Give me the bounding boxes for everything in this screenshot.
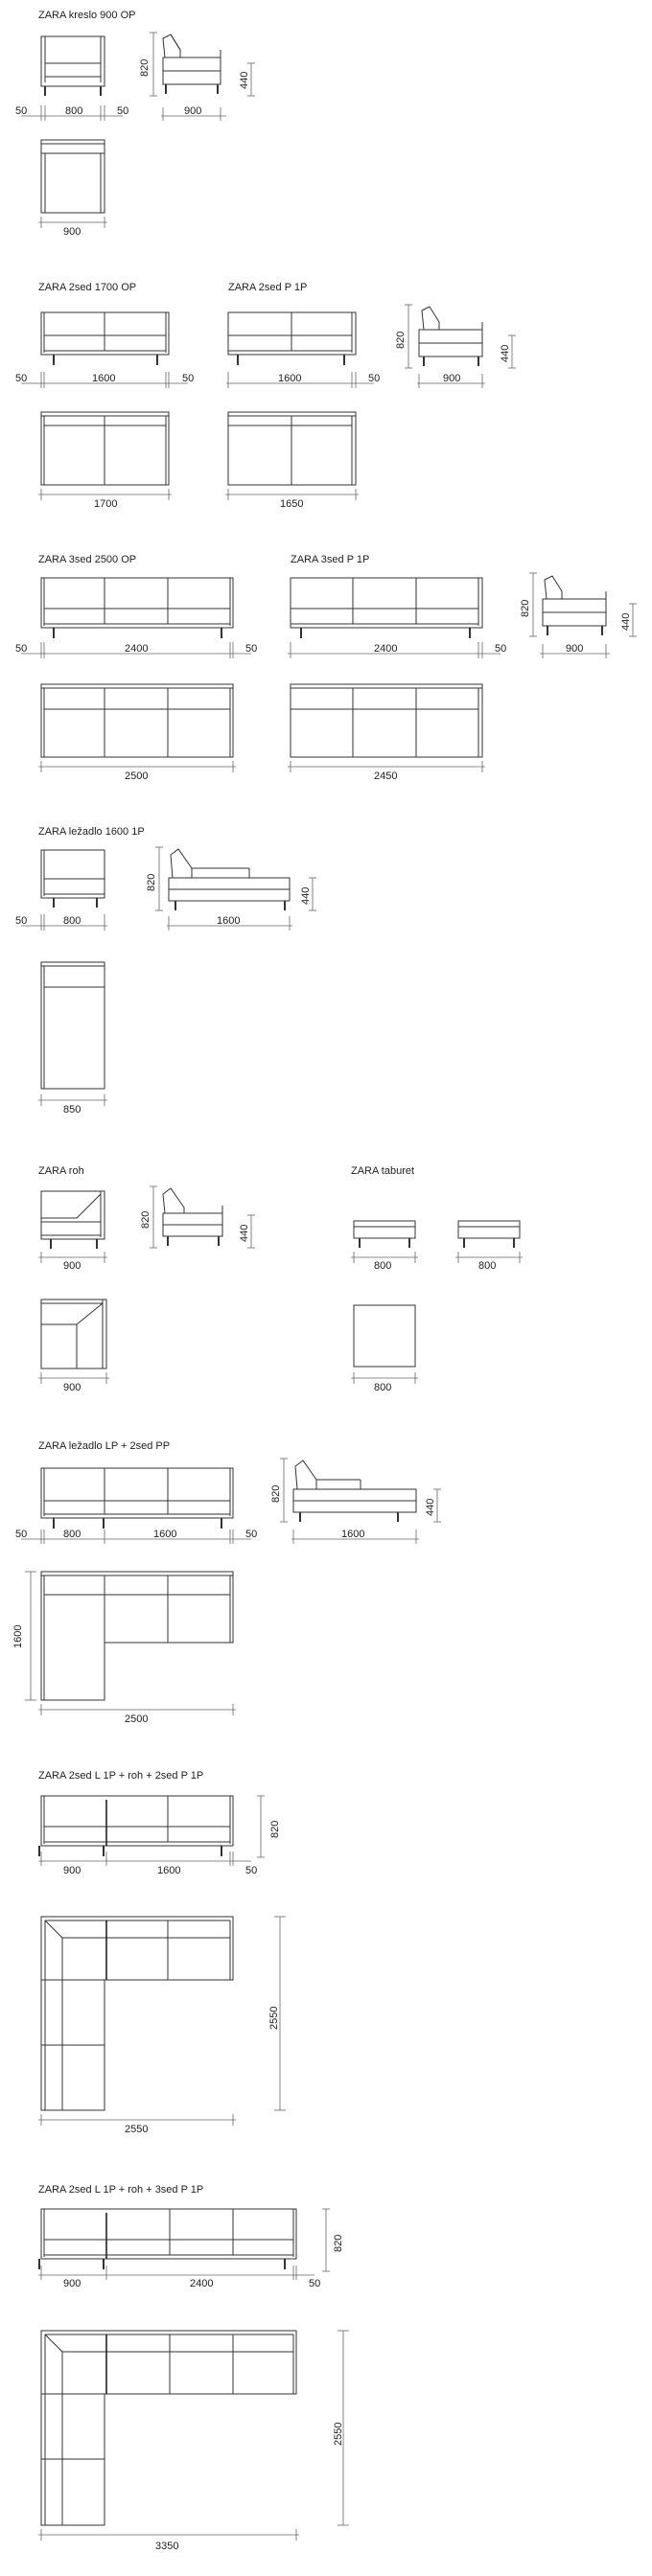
dim-900: 900 bbox=[63, 1865, 82, 1876]
dim-440: 440 bbox=[239, 1224, 250, 1242]
dim-2450: 2450 bbox=[374, 770, 398, 782]
dim-1650: 1650 bbox=[280, 498, 304, 510]
title-2sed-op: ZARA 2sed 1700 OP bbox=[38, 282, 137, 293]
lezadlo-combo-front bbox=[15, 1468, 257, 1544]
dim-1600: 1600 bbox=[217, 915, 241, 927]
dim-900: 900 bbox=[63, 2278, 82, 2289]
lezadlo-side bbox=[146, 847, 316, 931]
3sed-p-front bbox=[291, 578, 482, 638]
dim-2550-bottom: 2550 bbox=[125, 2124, 149, 2135]
lezadlo-combo-side bbox=[270, 1459, 441, 1544]
title-lezadlo: ZARA ležadlo 1600 1P bbox=[38, 826, 145, 838]
2sed-op-dims bbox=[15, 372, 194, 388]
dim-50-right: 50 bbox=[245, 1529, 258, 1540]
section-combo-2sed bbox=[38, 1770, 286, 2135]
dim-820: 820 bbox=[269, 1820, 281, 1838]
kreslo-front-view bbox=[41, 36, 105, 96]
dim-800: 800 bbox=[63, 915, 82, 927]
dim-2550-side: 2550 bbox=[333, 2422, 344, 2446]
dim-900-top: 900 bbox=[63, 1382, 82, 1393]
dim-2500: 2500 bbox=[125, 1714, 149, 1725]
lezadlo-combo-top bbox=[12, 1572, 236, 1725]
title-lezadlo-combo: ZARA ležadlo LP + 2sed PP bbox=[38, 1440, 171, 1452]
title-3sed-op: ZARA 3sed 2500 OP bbox=[38, 554, 137, 565]
lezadlo-top bbox=[38, 962, 107, 1116]
combo2-front bbox=[38, 1796, 281, 1876]
dim-2500: 2500 bbox=[125, 770, 149, 782]
kreslo-width-dims bbox=[15, 105, 128, 121]
section-lezadlo bbox=[15, 826, 316, 1116]
title-roh: ZARA roh bbox=[38, 1165, 84, 1177]
3sed-op-top bbox=[38, 684, 236, 782]
dim-800-top: 800 bbox=[374, 1382, 392, 1393]
dim-2400: 2400 bbox=[125, 643, 149, 655]
dim-850: 850 bbox=[63, 1104, 82, 1116]
dim-50-c: 50 bbox=[495, 643, 507, 655]
dim-50-left: 50 bbox=[15, 1529, 28, 1540]
dim-50-right: 50 bbox=[117, 105, 129, 117]
dim-820: 820 bbox=[270, 1484, 282, 1503]
dim-1600-left: 1600 bbox=[12, 1624, 24, 1648]
3sed-side-view bbox=[520, 573, 637, 658]
title-kreslo: ZARA kreslo 900 OP bbox=[38, 10, 136, 21]
dim-900-top: 900 bbox=[63, 226, 82, 238]
dim-900: 900 bbox=[63, 1260, 82, 1272]
2sed-op-front bbox=[41, 312, 169, 365]
dim-440: 440 bbox=[425, 1498, 436, 1516]
2sed-op-top bbox=[38, 412, 172, 510]
dim-50-left: 50 bbox=[15, 643, 28, 655]
roh-front bbox=[38, 1191, 107, 1272]
taburet-front-a bbox=[351, 1221, 418, 1272]
lezadlo-front bbox=[15, 850, 107, 931]
dim-1600-b: 1600 bbox=[278, 373, 302, 384]
dim-820: 820 bbox=[140, 1210, 151, 1229]
dim-50: 50 bbox=[245, 1865, 258, 1876]
dim-900: 900 bbox=[443, 373, 461, 384]
dim-1600: 1600 bbox=[153, 1529, 177, 1540]
dim-3350: 3350 bbox=[155, 2541, 179, 2552]
roh-side bbox=[140, 1186, 255, 1248]
kreslo-side-view bbox=[139, 33, 255, 121]
section-2sed bbox=[15, 282, 516, 510]
combo2-top bbox=[38, 1917, 286, 2135]
dim-820: 820 bbox=[139, 58, 151, 77]
2sed-side-view bbox=[395, 305, 516, 388]
dim-2400: 2400 bbox=[190, 2278, 214, 2289]
dim-50-left: 50 bbox=[15, 105, 28, 117]
dim-800-b: 800 bbox=[478, 1260, 497, 1272]
dim-50-left: 50 bbox=[15, 373, 28, 384]
title-combo3: ZARA 2sed L 1P + roh + 3sed P 1P bbox=[38, 2184, 204, 2196]
2sed-p-front bbox=[228, 312, 356, 365]
section-lezadlo-combo bbox=[12, 1440, 441, 1725]
2sed-p-dims bbox=[226, 372, 380, 388]
taburet-front-b bbox=[455, 1221, 523, 1272]
dim-900: 900 bbox=[566, 643, 584, 655]
dim-50-c: 50 bbox=[368, 373, 381, 384]
dim-440: 440 bbox=[300, 886, 312, 905]
3sed-op-front bbox=[41, 578, 233, 638]
combo3-top bbox=[38, 2331, 349, 2552]
roh-top bbox=[38, 1300, 109, 1393]
section-combo-3sed bbox=[38, 2184, 349, 2552]
dim-50: 50 bbox=[309, 2278, 321, 2289]
dim-50: 50 bbox=[15, 915, 28, 927]
title-2sed-p: ZARA 2sed P 1P bbox=[228, 282, 308, 293]
dim-820: 820 bbox=[520, 599, 531, 617]
combo3-front bbox=[38, 2209, 344, 2289]
dim-820: 820 bbox=[146, 873, 157, 891]
dim-800: 800 bbox=[65, 105, 83, 117]
dim-440: 440 bbox=[500, 344, 511, 362]
kreslo-top-view bbox=[38, 140, 107, 238]
dim-1700: 1700 bbox=[94, 498, 118, 510]
title-combo2: ZARA 2sed L 1P + roh + 2sed P 1P bbox=[38, 1770, 204, 1782]
dim-800: 800 bbox=[63, 1529, 82, 1540]
taburet-top bbox=[351, 1305, 418, 1393]
3sed-op-dims bbox=[15, 642, 257, 658]
section-3sed bbox=[15, 554, 637, 782]
section-kreslo bbox=[15, 10, 255, 238]
dim-900-depth: 900 bbox=[184, 105, 202, 117]
3sed-p-dims bbox=[288, 642, 506, 658]
dim-800-a: 800 bbox=[374, 1260, 392, 1272]
dim-1600: 1600 bbox=[157, 1865, 181, 1876]
title-3sed-p: ZARA 3sed P 1P bbox=[291, 554, 370, 565]
section-roh-taburet bbox=[38, 1165, 523, 1393]
title-taburet: ZARA taburet bbox=[351, 1165, 415, 1177]
dim-820: 820 bbox=[333, 2234, 344, 2252]
dim-50-right: 50 bbox=[182, 373, 195, 384]
dim-2550-side: 2550 bbox=[268, 2006, 280, 2030]
dim-2400-b: 2400 bbox=[374, 643, 398, 655]
dim-1600: 1600 bbox=[92, 373, 116, 384]
3sed-p-top bbox=[288, 684, 485, 782]
dim-440: 440 bbox=[239, 71, 250, 89]
2sed-p-top bbox=[225, 412, 359, 510]
dim-820: 820 bbox=[395, 331, 407, 349]
dim-440: 440 bbox=[620, 612, 632, 631]
dim-50-right: 50 bbox=[245, 643, 258, 655]
dim-1600-side: 1600 bbox=[341, 1529, 365, 1540]
